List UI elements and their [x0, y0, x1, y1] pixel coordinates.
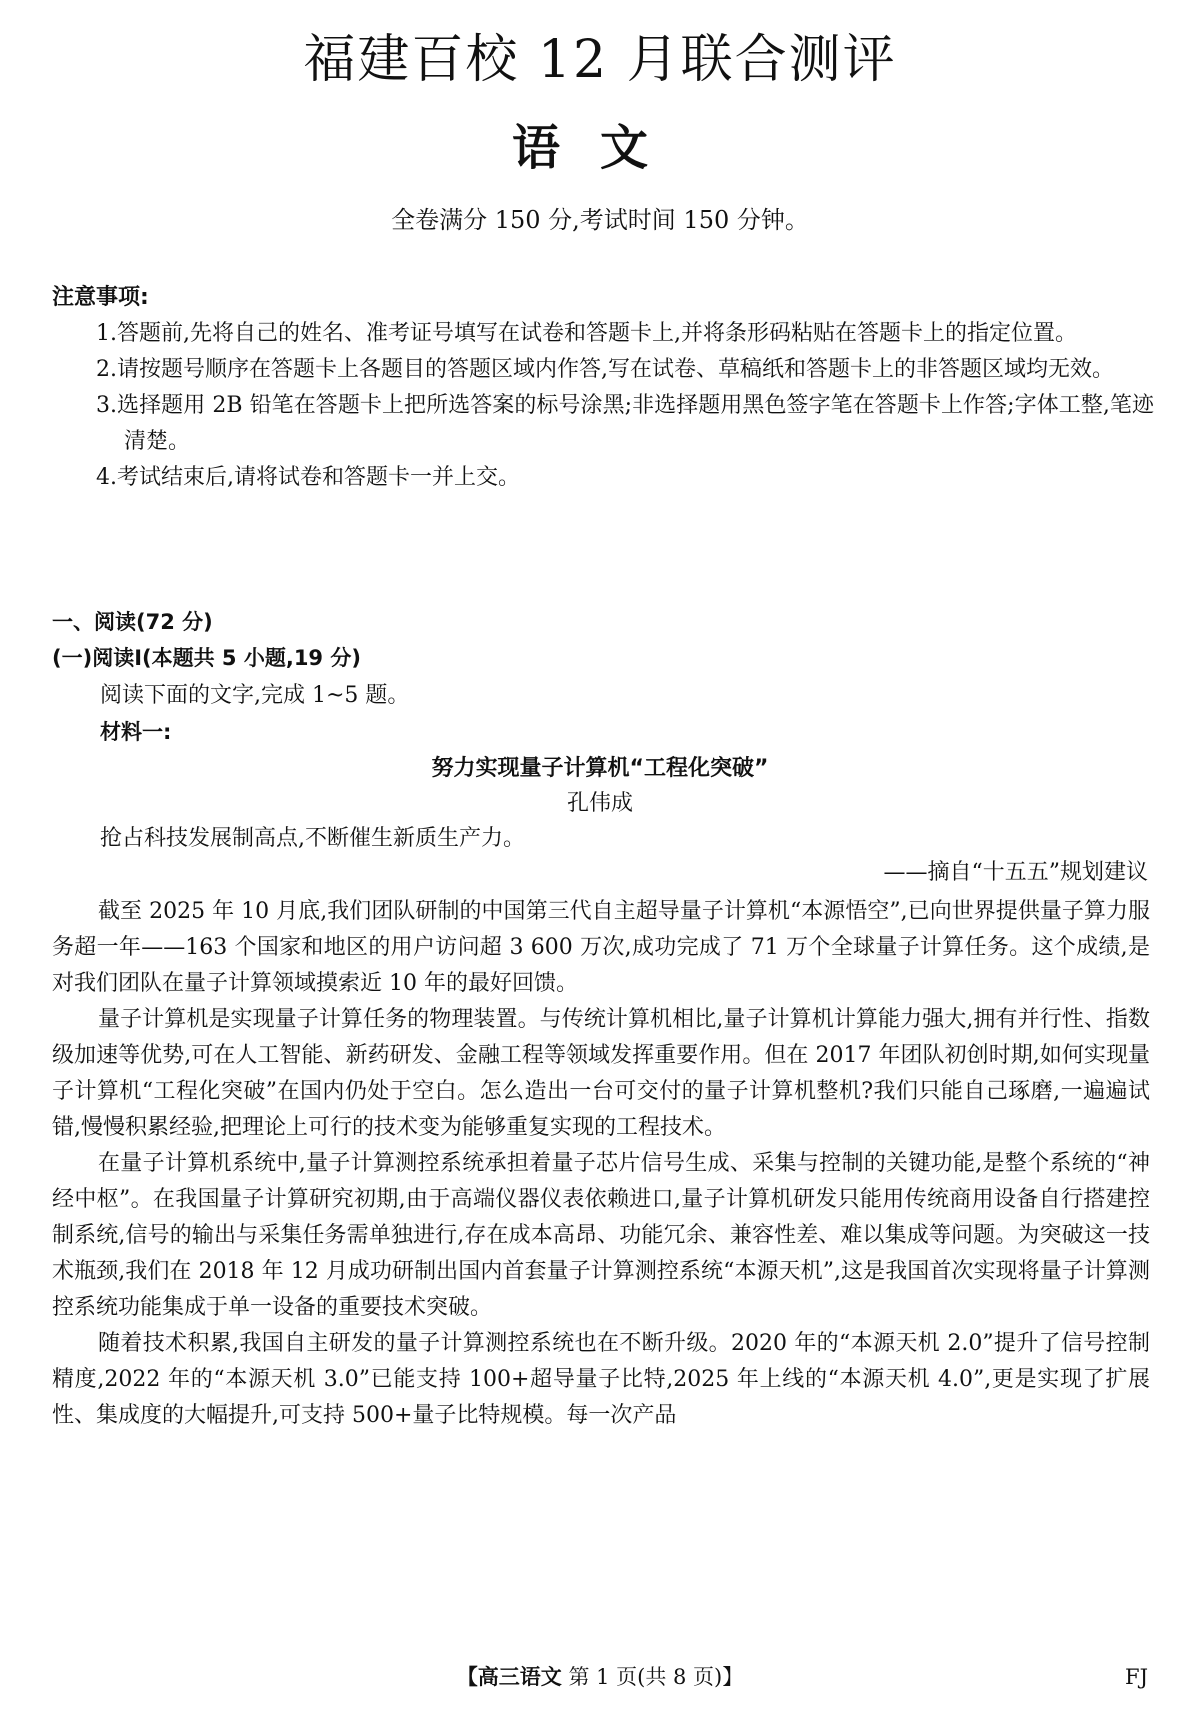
notice-item: 2.请按题号顺序在答题卡上各题目的答题区域内作答,写在试卷、草稿纸和答题卡上的非答题区域均无效。: [96, 357, 1114, 382]
footer-page-number: 第 1 页(共 8 页)】: [568, 1665, 744, 1689]
article-paragraph: 随着技术积累,我国自主研发的量子计算测控系统也在不断升级。2020 年的“本源天机 2.0”提升了信号控制精度,2022 年的“本源天机 3.0”已能支持 100+超导量子比特,2025 年上线的“本源天机 4.0”,更是实现了扩展性、集成度的大幅提升,可支持 500+量子比特规模。每一次产品: [52, 1331, 1150, 1428]
article-paragraph: 在量子计算机系统中,量子计算测控系统承担着量子芯片信号生成、采集与控制的关键功能,是整个系统的“神经中枢”。在我国量子计算研究初期,由于高端仪器仪表依赖进口,量子计算机研发只能用传统商用设备自行搭建控制系统,信号的输出与采集任务需单独进行,存在成本高昂、功能冗余、兼容性差、难以集成等问题。为突破这一技术瓶颈,我们在 2018 年 12 月成功研制出国内首套量子计算测控系统“本源天机”,这是我国首次实现将量子计算测控系统功能集成于单一设备的重要技术突破。: [52, 1151, 1150, 1320]
reading-instruction: 阅读下面的文字,完成 1~5 题。: [100, 683, 410, 708]
subject-title: 语文: [511, 120, 688, 176]
exam-title: 福建百校 12 月联合测评: [303, 30, 897, 90]
article-paragraph: 量子计算机是实现量子计算任务的物理装置。与传统计算机相比,量子计算机计算能力强大,拥有并行性、指数级加速等优势,可在人工智能、新药研发、金融工程等领域发挥重要作用。但在 2017 年团队初创时期,如何实现量子计算机“工程化突破”在国内仍处于空白。怎么造出一台可交付的量子计算机整机?我们只能自己琢磨,一遍遍试错,慢慢积累经验,把理论上可行的技术变为能够重复实现的工程技术。: [52, 1007, 1150, 1140]
notice-heading: 注意事项:: [52, 285, 149, 310]
article-body: [52, 894, 1150, 1434]
article-paragraph: 截至 2025 年 10 月底,我们团队研制的中国第三代自主超导量子计算机“本源悟空”,已向世界提供量子算力服务超一年——163 个国家和地区的用户访问超 3 600 万次,成功完成了 71 万个全球量子计算任务。这个成绩,是对我们团队在量子计算领域摸索近 10 年的最好回馈。: [52, 899, 1150, 996]
article-author: 孔伟成: [566, 791, 633, 816]
exam-info: 全卷满分 150 分,考试时间 150 分钟。: [391, 206, 809, 234]
page-footer: [0, 1662, 1200, 1692]
footer-subject: 【高三语文: [456, 1665, 562, 1689]
article-title: 努力实现量子计算机“工程化突破”: [431, 756, 769, 781]
notice-item: 4.考试结束后,请将试卷和答题卡一并上交。: [96, 465, 520, 490]
notice-item: 1.答题前,先将自己的姓名、准考证号填写在试卷和答题卡上,并将条形码粘贴在答题卡上的指定位置。: [96, 321, 1077, 346]
footer-code: FJ: [1125, 1665, 1148, 1689]
material-label: 材料一:: [100, 720, 172, 744]
notice-item: 3.选择题用 2B 铅笔在答题卡上把所选答案的标号涂黑;非选择题用黑色签字笔在答题卡上作答;字体工整,笔迹清楚。: [96, 393, 1154, 454]
epigraph-source: ——摘自“十五五”规划建议: [883, 860, 1148, 885]
notice-list: [96, 316, 1154, 496]
epigraph: 抢占科技发展制高点,不断催生新质生产力。: [100, 826, 525, 851]
subsection-heading: (一)阅读Ⅰ(本题共 5 小题,19 分): [52, 646, 361, 670]
section-heading: 一、阅读(72 分): [52, 610, 213, 634]
